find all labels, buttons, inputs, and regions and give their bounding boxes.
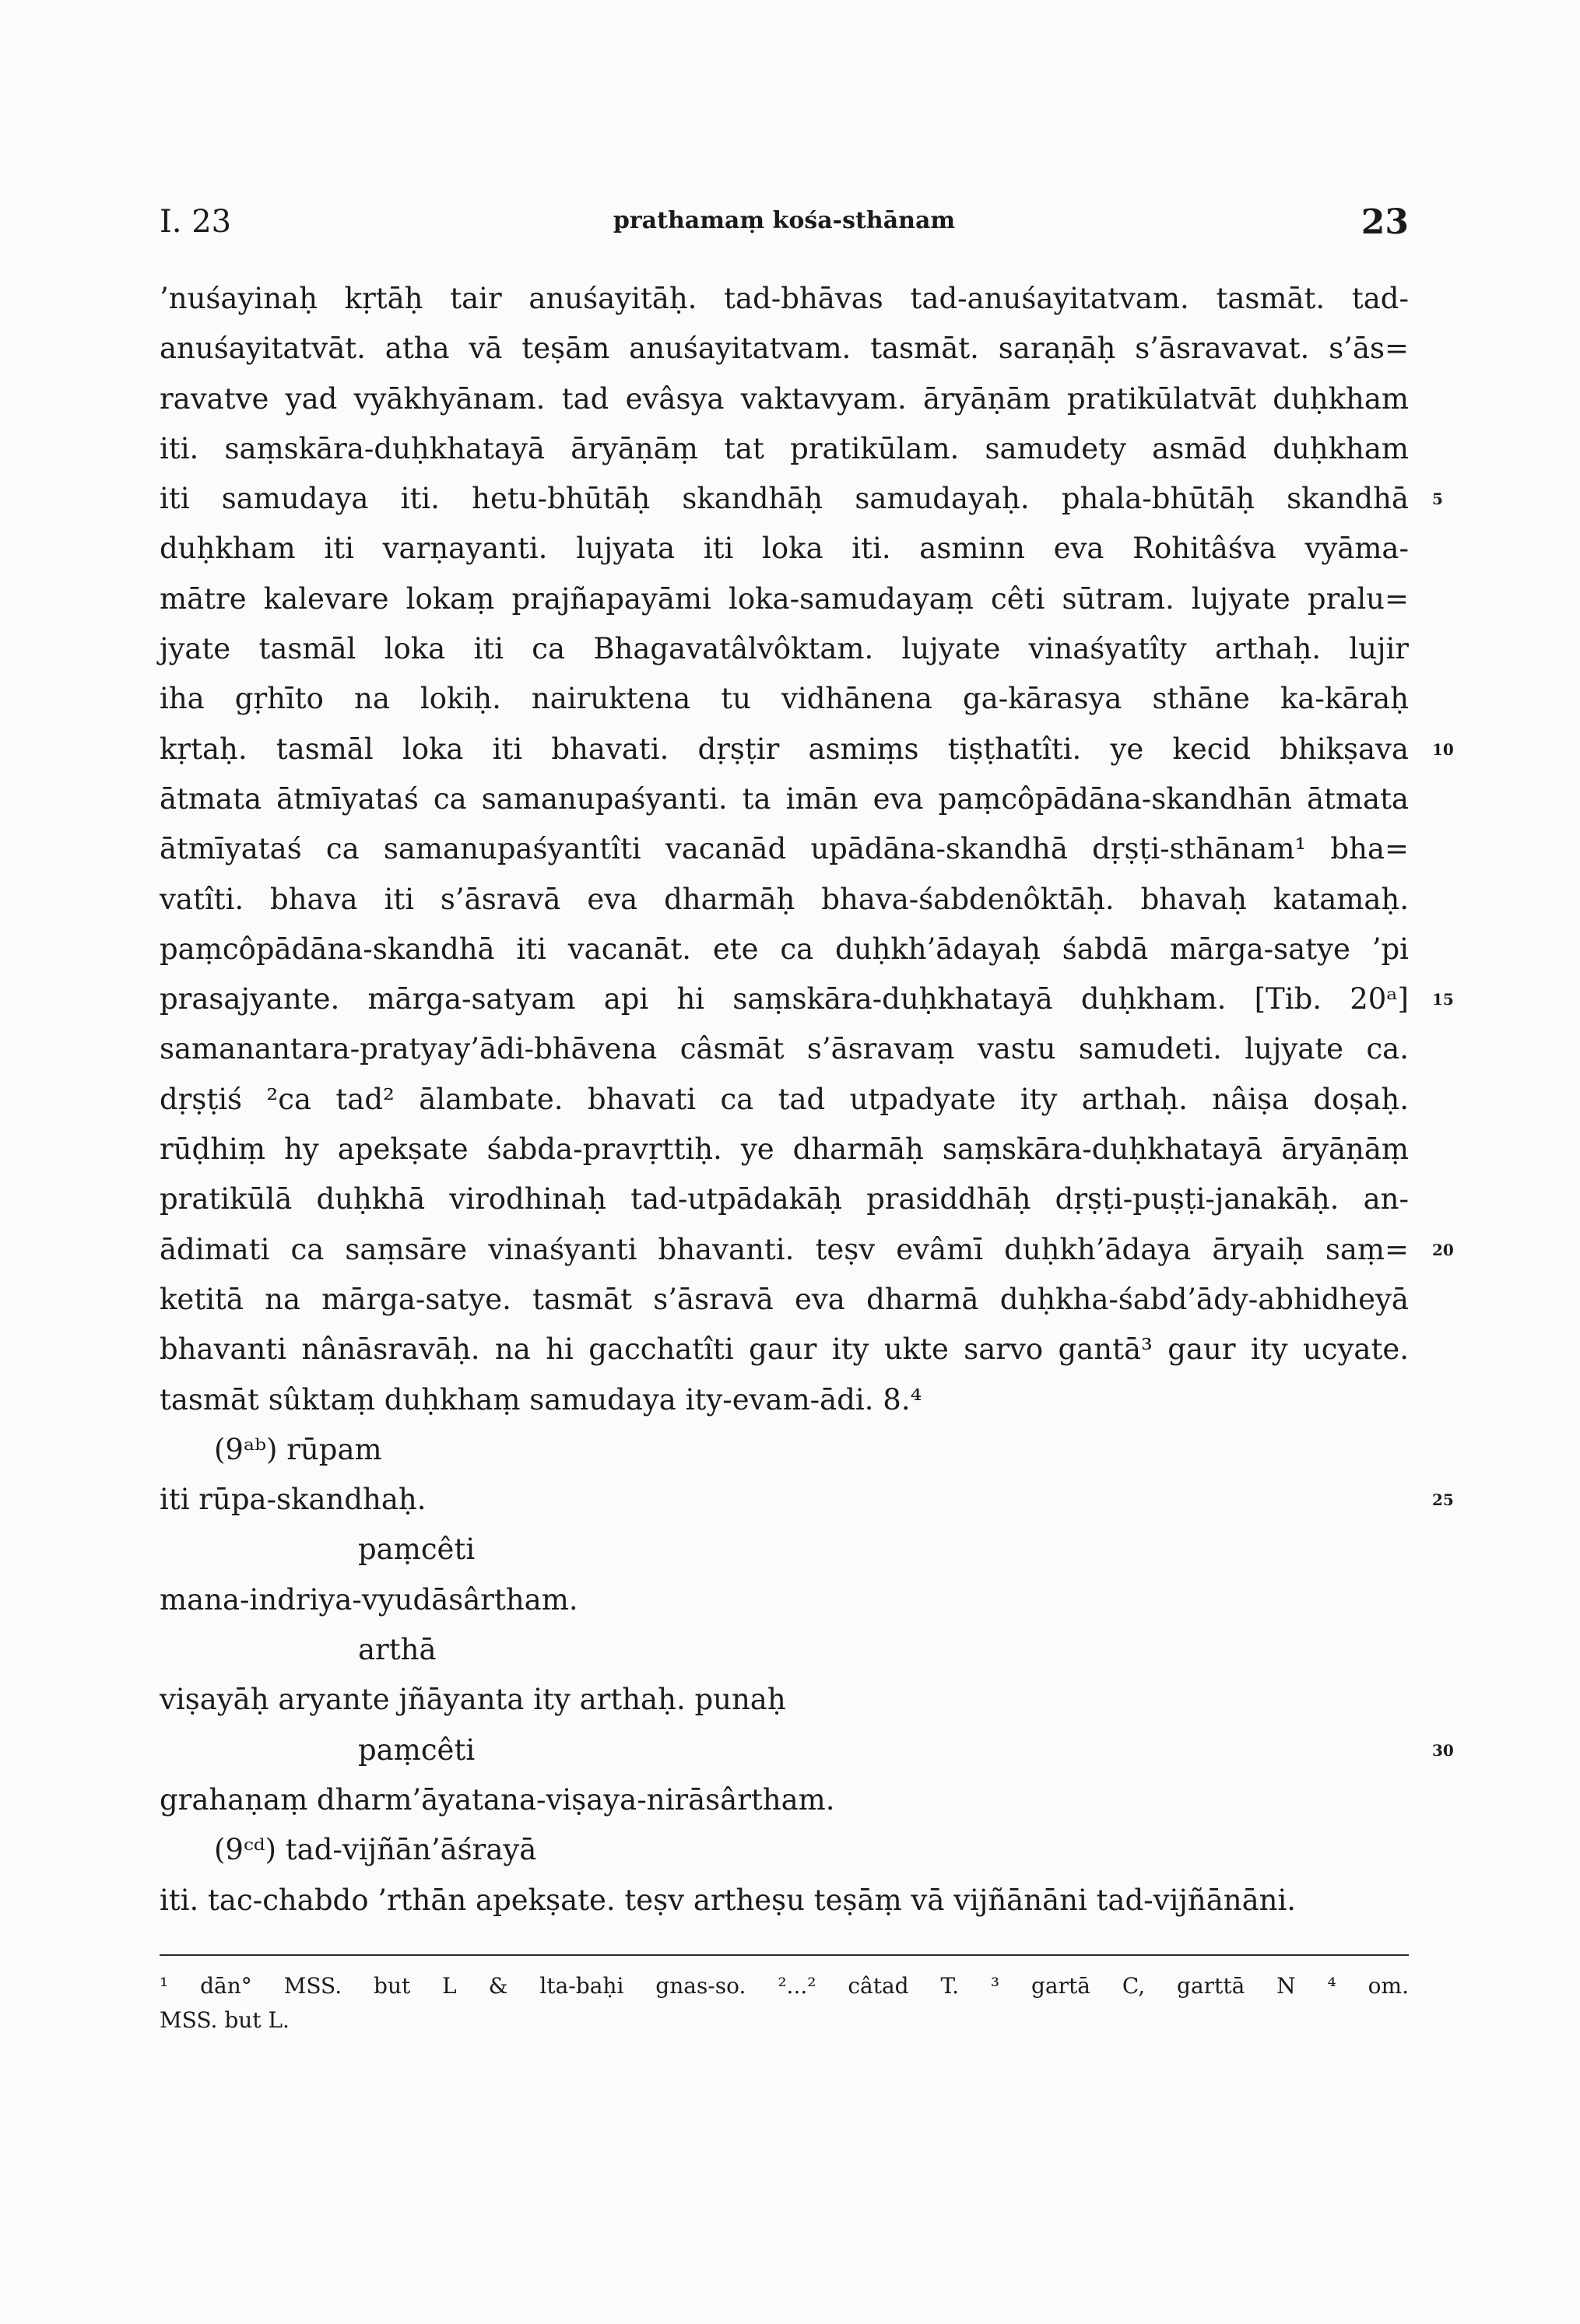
text-line-content: mātre kalevare lokaṃ prajñapayāmi loka-samudayaṃ cêti sūtram. lujyate pralu= <box>160 581 1409 616</box>
line-number: 20 <box>1432 1240 1454 1259</box>
footnote-line: MSS. but L. <box>160 2007 290 2033</box>
text-line-content: ravatve yad vyākhyānam. tad evâsya vaktavyam. āryāṇām pratikūlatvāt duḥkham <box>160 381 1409 416</box>
text-line <box>160 524 1409 574</box>
text-line-content: prasajyante. mārga-satyam api hi saṃskāra-duḥkhatayā duḥkham. [Tib. 20ᵃ] <box>160 982 1409 1016</box>
text-line-content: ātmīyataś ca samanupaśyantîti vacanād upādāna-skandhā dṛṣṭi-sthānam¹ bha= <box>160 832 1409 866</box>
text-line <box>160 1024 1409 1074</box>
footnote-line: ¹ dān° MSS. but L & lta-baḥi gnas-so. ²...² câtad T. ³ gartā C, garttā N ⁴ om. <box>160 1973 1409 1999</box>
text-line <box>160 1125 1409 1174</box>
text-line <box>160 1475 1454 1525</box>
text-line <box>160 674 1409 724</box>
text-line <box>160 624 1409 674</box>
text-line-content: paṃcôpādāna-skandhā iti vacanāt. ete ca duḥkh’ādayaḥ śabdā mārga-satye ’pi <box>160 932 1409 966</box>
line-number: 25 <box>1432 1490 1454 1510</box>
text-line-content: bhavanti nânāsravāḥ. na hi gacchatîti gaur ity ukte sarvo gantā³ gaur ity ucyate. <box>160 1332 1409 1367</box>
text-line-content: duḥkham iti varṇayanti. lujyata iti loka iti. asminn eva Rohitâśva vyāma- <box>160 532 1409 566</box>
text-line <box>160 1575 1409 1625</box>
text-line <box>160 774 1409 824</box>
line-number: 10 <box>1432 739 1454 759</box>
text-line-content: ketitā na mārga-satye. tasmāt s’āsravā eva dharmā duḥkha-śabd’ādy-abhidheyā <box>160 1282 1409 1316</box>
text-line-content: ’nuśayinaḥ kṛtāḥ tair anuśayitāḥ. tad-bhāvas tad-anuśayitatvam. tasmāt. tad- <box>160 282 1409 315</box>
text-line <box>160 875 1409 925</box>
text-line-content: grahaṇaṃ dharm’āyatana-viṣaya-nirāsârtham. <box>160 1782 835 1817</box>
text-line <box>160 1825 1409 1875</box>
text-line <box>160 1325 1409 1374</box>
section-reference: I. 23 <box>160 204 232 240</box>
text-line <box>160 824 1409 874</box>
text-line-content: rūḍhiṃ hy apekṣate śabda-pravṛttiḥ. ye dharmāḥ saṃskāra-duḥkhatayā āryāṇāṃ <box>160 1132 1409 1167</box>
text-line <box>160 1425 1409 1475</box>
text-line <box>160 1525 1409 1574</box>
line-number: 30 <box>1432 1740 1454 1760</box>
text-line-content: dṛṣṭiś ²ca tad² ālambate. bhavati ca tad utpadyate ity arthaḥ. nâiṣa doṣaḥ. <box>160 1082 1409 1116</box>
text-line <box>160 1775 1409 1825</box>
text-line-content: mana-indriya-vyudāsârtham. <box>160 1582 578 1617</box>
text-line <box>160 374 1409 424</box>
text-line-content: ātmata ātmīyataś ca samanupaśyanti. ta imān eva paṃcôpādāna-skandhān ātmata <box>160 781 1409 816</box>
text-line-content: (9ᶜᵈ) tad-vijñān’āśrayā <box>214 1833 537 1867</box>
text-line <box>160 474 1443 524</box>
text-line <box>160 1625 1409 1675</box>
text-line-content: iti samudaya iti. hetu-bhūtāḥ skandhāḥ samudayaḥ. phala-bhūtāḥ skandhā <box>160 482 1409 516</box>
text-line <box>160 1225 1454 1275</box>
text-line-content: vatîti. bhava iti s’āsravā eva dharmāḥ bhava-śabdenôktāḥ. bhavaḥ katamaḥ. <box>160 882 1409 916</box>
text-line-content: arthā <box>358 1633 437 1667</box>
text-line <box>160 1075 1409 1125</box>
footnote-rule <box>160 1954 1409 1956</box>
text-line-content: samanantara-pratyay’ādi-bhāvena câsmāt s’āsravaṃ vastu samudeti. lujyate ca. <box>160 1032 1409 1066</box>
text-line-content: kṛtaḥ. tasmāl loka iti bhavati. dṛṣṭir asmiṃs tiṣṭhatîti. ye kecid bhikṣava <box>160 732 1409 766</box>
page-number: 23 <box>1361 202 1409 242</box>
text-line-content: pratikūlā duḥkhā virodhinaḥ tad-utpādakāḥ prasiddhāḥ dṛṣṭi-puṣṭi-janakāḥ. an- <box>160 1182 1409 1216</box>
text-line <box>160 1275 1409 1325</box>
text-line-content: iti rūpa-skandhaḥ. <box>160 1483 427 1517</box>
line-number: 15 <box>1432 990 1454 1009</box>
text-line <box>160 1725 1454 1775</box>
text-line <box>160 925 1409 974</box>
line-number: 5 <box>1432 490 1443 509</box>
running-title: prathamaṃ kośa-sthānam <box>613 207 956 234</box>
running-header <box>160 204 1409 251</box>
text-line-content: ādimati ca saṃsāre vinaśyanti bhavanti. teṣv evâmī duḥkh’ādaya āryaiḥ saṃ= <box>160 1232 1409 1266</box>
text-line <box>160 1876 1409 1926</box>
text-line <box>160 1375 1409 1425</box>
text-line-content: iti. tac-chabdo ’rthān apekṣate. teṣv artheṣu teṣāṃ vā vijñānāni tad-vijñānāni. <box>160 1883 1297 1917</box>
text-line-content: viṣayāḥ aryante jñāyanta ity arthaḥ. punaḥ <box>160 1683 786 1717</box>
text-line-content: (9ᵃᵇ) rūpam <box>214 1432 382 1466</box>
text-line <box>160 574 1409 624</box>
text-line-content: paṃcêti <box>358 1732 476 1767</box>
text-line <box>160 324 1409 374</box>
text-line-content: paṃcêti <box>358 1532 476 1567</box>
text-line-content: iti. saṃskāra-duḥkhatayā āryāṇāṃ tat pratikūlam. samudety asmād duḥkham <box>160 431 1409 465</box>
main-text <box>160 274 1454 1926</box>
text-line-content: tasmāt sûktaṃ duḥkhaṃ samudaya ity-evam-ādi. 8.⁴ <box>160 1382 922 1417</box>
text-line <box>160 725 1454 774</box>
text-line <box>160 974 1454 1024</box>
text-line-content: iha gṛhīto na lokiḥ. nairuktena tu vidhānena ga-kārasya sthāne ka-kāraḥ <box>160 682 1409 716</box>
text-line-content: jyate tasmāl loka iti ca Bhagavatâlvôktam. lujyate vinaśyatîty arthaḥ. lujir <box>160 632 1409 666</box>
text-line <box>160 1675 1409 1725</box>
text-line-content: anuśayitatvāt. atha vā teṣām anuśayitatvam. tasmāt. saraṇāḥ s’āsravavat. s’ās= <box>160 332 1409 366</box>
text-line <box>160 1174 1409 1224</box>
footnotes <box>160 1969 1409 2038</box>
text-line <box>160 274 1409 324</box>
text-line <box>160 424 1409 474</box>
